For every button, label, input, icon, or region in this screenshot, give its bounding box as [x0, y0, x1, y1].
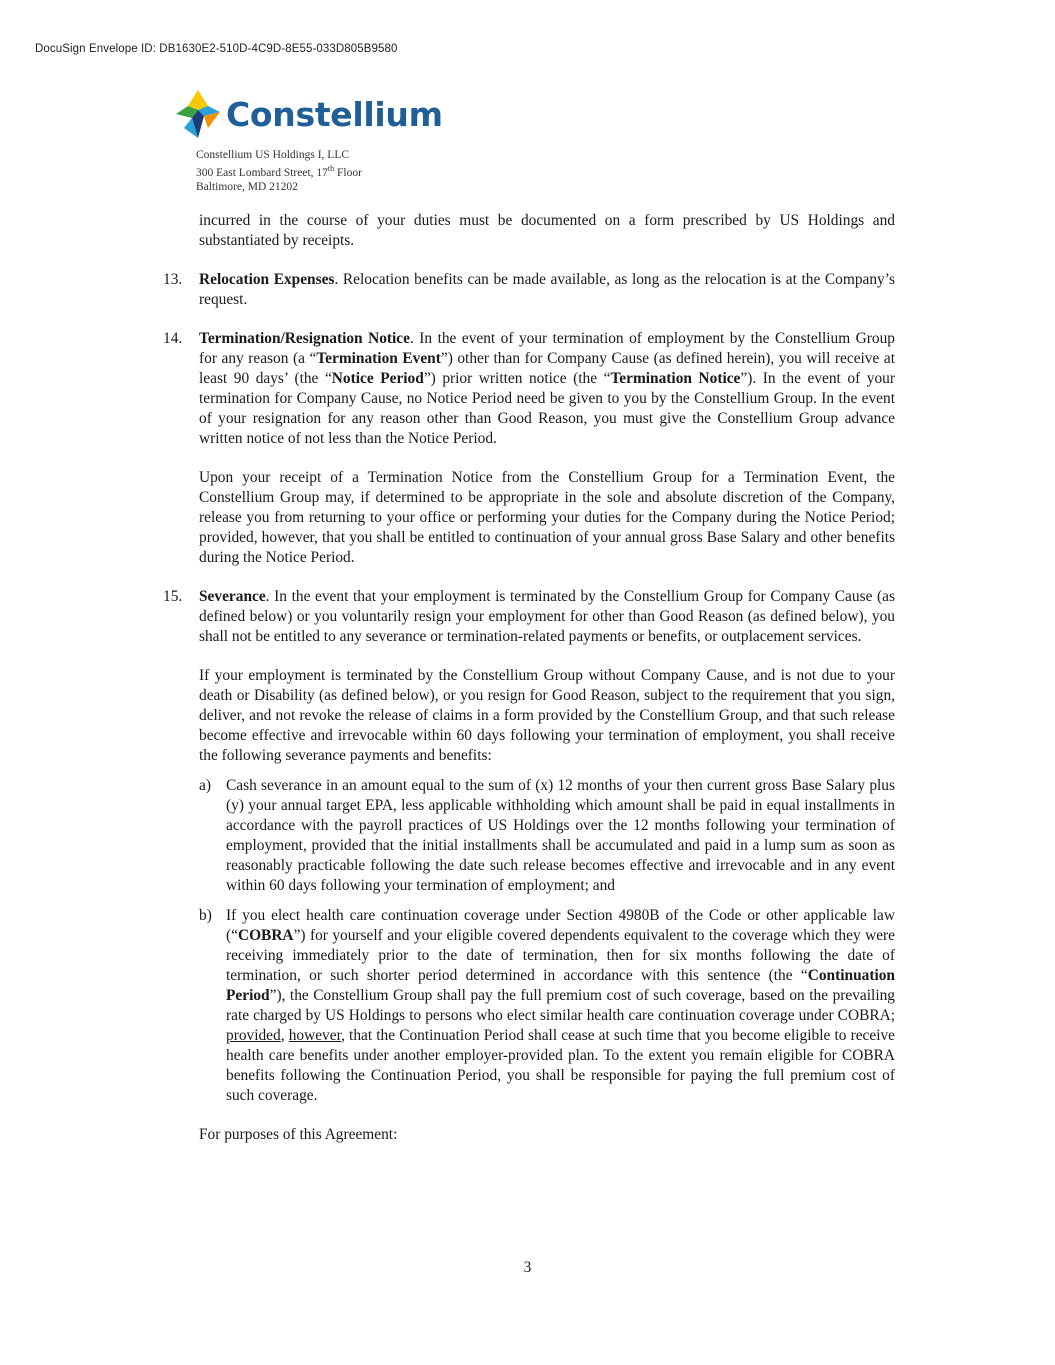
- list-item-b: b) If you elect health care continuation coverage under Section 4980B of the Code or other applicable law (“COBRA”) for yourself and your eligible covered dependents equivalent to the coverage which they were receiving immediately prior to the date of termination, then for six months following the date of termination, or such shorter period determined in accordance with this sentence (the “Continuation Period”), the Constellium Group shall pay the full premium cost of such coverage, based on the prevailing rate charged by US Holdings to persons who elect similar health care continuation coverage under COBRA; provided, however, that the Continuation Period shall cease at such time that you become eligible to receive health care benefits under another employer-provided plan. To the extent you remain eligible for COBRA benefits following the Continuation Period, you shall be responsible for paying the full premium cost of such coverage.: [199, 907, 895, 1104]
- section-heading: Relocation Expenses: [199, 271, 335, 288]
- paragraph: Upon your receipt of a Termination Notice from the Constellium Group for a Termination Event, the Constellium Group may, if determined to be appropriate in the sole and absolute discretion of the Company, release you from returning to your office or performing your duties for the Company during the Notice Period; provided, however, that you shall be entitled to continuation of your annual gross Base Salary and other benefits during the Notice Period.: [199, 469, 895, 566]
- section-15: 15. Severance. In the event that your employment is terminated by the Constellium Group for Company Cause (as defined below) or you voluntarily resign your employment for other than Good Reason (as defined below), you shall not be entitled to any severance or termination-related payments or benefits, or outplacement services. If your employment is terminated by the Constellium Group without Company Cause, and is not due to your death or Disability (as defined below), or you resign for Good Reason, subject to the requirement that you sign, deliver, and not revoke the release of claims in a form provided by the Constellium Group, and that such release become effective and irrevocable within 60 days following your termination of employment, you shall receive the following severance payments and benefits: a) Cash severance in an amount equal to the sum of (x) 12 months of your then current gross Base Salary plus (y) your annual target EPA, less applicable withholding which amount shall be paid in equal installments in accordance with the payroll practices of US Holdings over the 12 months following your termination of employment, provided that the initial installments shall be accumulated and paid in a lump sum as soon as reasonably practicable following the date such release becomes effective and irrevocable and in any event within 60 days following your termination of employment; and b) If you elect health care continuation coverage under Section 4980B of the Code or other applicable law (“COBRA”) for yourself and your eligible covered dependents equivalent to the coverage which they were receiving immediately prior to the date of termination, then for six months following the date of termination, or such shorter period determined in accordance with this sentence (the “Continuation Period”), the Constellium Group shall pay the full premium cost of such coverage, based on the prevailing rate charged by US Holdings to persons who elect similar health care continuation coverage under COBRA; provided, however, that the Continuation Period shall cease at such time that you become eligible to receive health care benefits under another employer-provided plan. To the extent you remain eligible for COBRA benefits following the Continuation Period, you shall be responsible for paying the full premium cost of such coverage.: [163, 588, 895, 1104]
- section-14: 14. Termination/Resignation Notice. In the event of your termination of employment by the Constellium Group for any reason (a “Termination Event”) other than for Company Cause (as defined herein), you will receive at least 90 days’ (the “Notice Period”) prior written notice (the “Termination Notice”). In the event of your termination for Company Cause, no Notice Period need be given to you by the Constellium Group. In the event of your resignation for any reason other than Good Reason, you must give the Constellium Group advance written notice of not less than the Notice Period. Upon your receipt of a Termination Notice from the Constellium Group for a Termination Event, the Constellium Group may, if determined to be appropriate in the sole and absolute discretion of the Company, release you from returning to your office or performing your duties for the Company during the Notice Period; provided, however, that you shall be entitled to continuation of your annual gross Base Salary and other benefits during the Notice Period.: [163, 330, 895, 566]
- address-line-1: Constellium US Holdings I, LLC: [196, 149, 350, 161]
- list-label: a): [199, 777, 211, 794]
- envelope-id: DocuSign Envelope ID: DB1630E2-510D-4C9D-8E55-033D805B9580: [35, 43, 398, 55]
- section-number: 13.: [163, 271, 183, 288]
- constellium-star-icon: [174, 88, 222, 140]
- letterhead-address: [196, 148, 362, 194]
- company-logo: [174, 88, 443, 140]
- page-number: 3: [523, 1259, 532, 1276]
- letter-body: [163, 211, 896, 1145]
- list-item-a: a) Cash severance in an amount equal to the sum of (x) 12 months of your then current gross Base Salary plus (y) your annual target EPA, less applicable withholding which amount shall be paid in equal installments in accordance with the payroll practices of US Holdings over the 12 months following your termination of employment, provided that the initial installments shall be accumulated and paid in a lump sum as soon as reasonably practicable following the date such release becomes effective and irrevocable and in any event within 60 days following your termination of employment; and: [199, 777, 895, 894]
- logo-wordmark: Constellium: [226, 94, 443, 134]
- section-heading: Termination/Resignation Notice: [199, 330, 410, 347]
- address-line-2: 300 East Lombard Street, 17th Floor: [196, 164, 362, 179]
- section-number: 15.: [163, 588, 183, 605]
- section-heading: Severance: [199, 588, 266, 605]
- address-line-3: Baltimore, MD 21202: [196, 180, 298, 193]
- paragraph: If your employment is terminated by the Constellium Group without Company Cause, and is not due to your death or Disability (as defined below), or you resign for Good Reason, subject to the requirement that you sign, deliver, and not revoke the release of claims in a form provided by the Constellium Group, and that such release become effective and irrevocable within 60 days following your termination of employment, you shall receive the following severance payments and benefits:: [199, 667, 895, 764]
- section-number: 14.: [163, 330, 183, 347]
- list-label: b): [199, 907, 212, 924]
- section-13: 13. Relocation Expenses. Relocation benefits can be made available, as long as the relocation is at the Company’s request.: [163, 271, 896, 308]
- paragraph-continuation: incurred in the course of your duties must be documented on a form prescribed by US Holdings and substantiated by receipts.: [199, 212, 895, 249]
- paragraph-final: For purposes of this Agreement:: [199, 1126, 398, 1143]
